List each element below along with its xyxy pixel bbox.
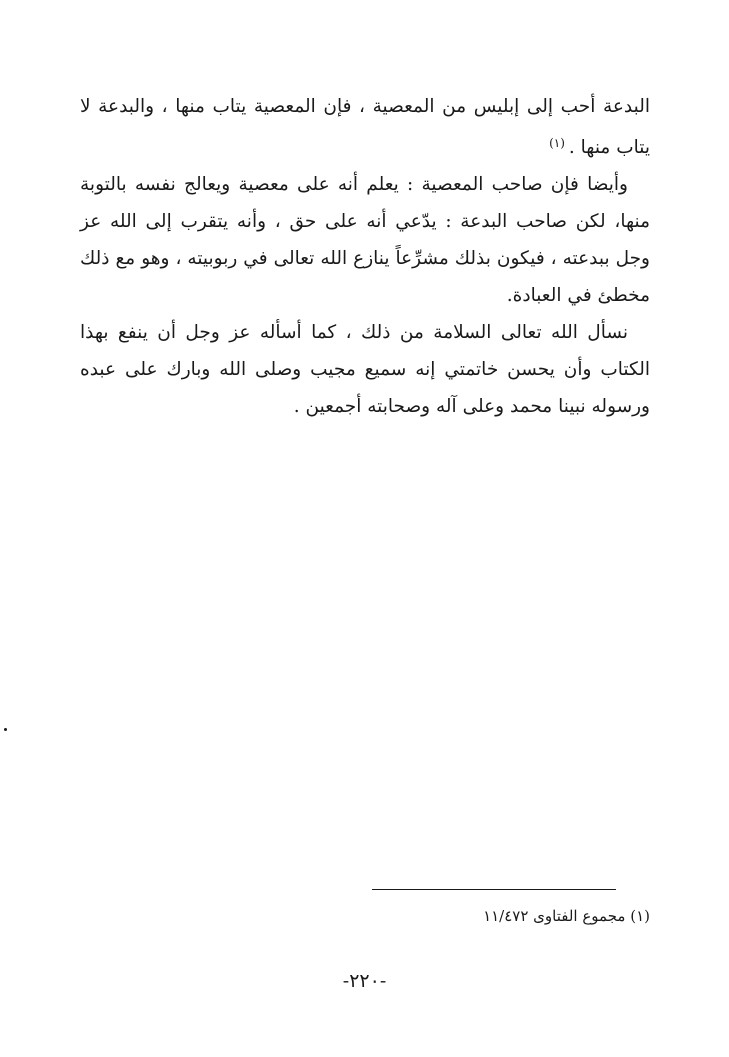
paragraph-1-text: البدعة أحب إلى إبليس من المعصية ، فإن المعصية يتاب منها ، والبدعة لا يتاب منها . [80,96,650,158]
footnote [360,902,650,930]
page-number: -٢٢٠- [342,970,387,992]
scan-speck [4,728,7,731]
paragraph-2 [80,166,650,314]
footnote-text: مجموع الفتاوى ١١/٤٧٢ [483,907,626,925]
paragraph-1 [80,88,650,166]
main-text [80,88,650,425]
paragraph-2-text: وأيضا فإن صاحب المعصية : يعلم أنه على معصية ويعالج نفسه بالتوبة منها، لكن صاحب البدعة : يدّعي أنه على حق ، وأنه يتقرب إلى الله عز وجل ببدعته ، فيكون بذلك مشرِّعاً ينازع الله تعالى في ربوبيته ، وهو مع ذلك مخطئ في العبادة. [80,174,650,306]
footnote-divider [372,889,616,890]
footnote-reference: (١) [549,136,565,150]
paragraph-3-text: نسأل الله تعالى السلامة من ذلك ، كما أسأله عز وجل أن ينفع بهذا الكتاب وأن يحسن خاتمتي إنه سميع مجيب وصلى الله وبارك على عبده ورسوله نبينا محمد وعلى آله وصحابته أجمعين . [80,322,650,417]
paragraph-3 [80,314,650,425]
footnote-mark: (١) [630,907,650,925]
